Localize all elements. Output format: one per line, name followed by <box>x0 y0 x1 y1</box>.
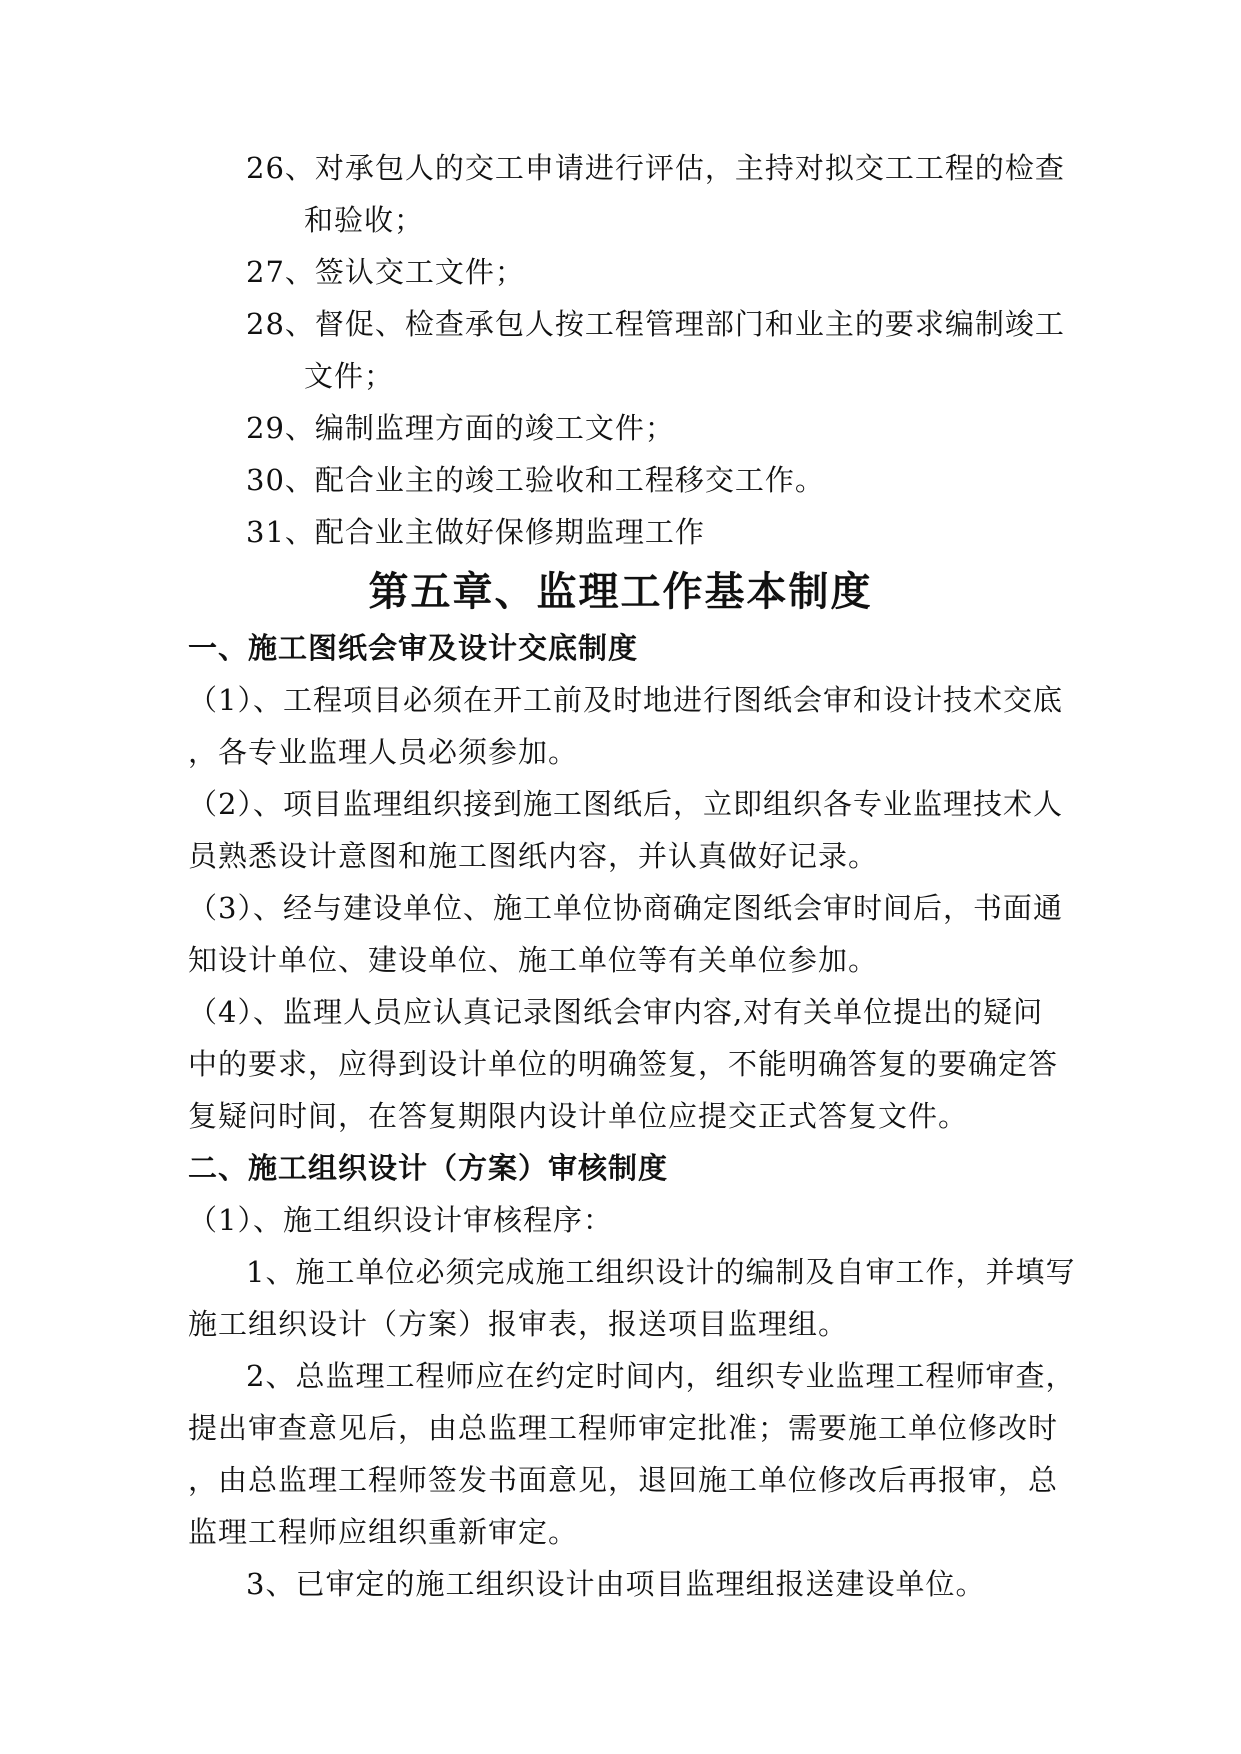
section-1-para-1-line-2: ，各专业监理人员必须参加。 <box>188 735 579 769</box>
section-2-para-2-line-2: 提出审查意见后，由总监理工程师审定批准；需要施工单位修改时 <box>188 1411 1059 1445</box>
section-2-para-2-line-1: 2、总监理工程师应在约定时间内，组织专业监理工程师审查， <box>246 1359 1076 1393</box>
list-item-27: 27、签认交工文件； <box>246 255 525 289</box>
list-item-28-line-2: 文件； <box>304 359 395 393</box>
list-item-30: 30、配合业主的竣工验收和工程移交工作。 <box>246 463 825 497</box>
section-1-para-2-line-2: 员熟悉设计意图和施工图纸内容，并认真做好记录。 <box>188 839 879 873</box>
section-2-subheading: （1）、施工组织设计审核程序： <box>188 1203 613 1237</box>
section-2-para-1-line-1: 1、施工单位必须完成施工组织设计的编制及自审工作，并填写 <box>246 1255 1076 1289</box>
section-1-para-4-line-2: 中的要求，应得到设计单位的明确签复，不能明确答复的要确定答 <box>188 1047 1059 1081</box>
section-2-para-2-line-4: 监理工程师应组织重新审定。 <box>188 1515 579 1549</box>
section-1-para-4-line-3: 复疑问时间，在答复期限内设计单位应提交正式答复文件。 <box>188 1099 969 1133</box>
chapter-title: 第五章、监理工作基本制度 <box>368 568 873 615</box>
section-1-para-1-line-1: （1）、工程项目必须在开工前及时地进行图纸会审和设计技术交底 <box>188 683 1063 717</box>
section-1-heading: 一、施工图纸会审及设计交底制度 <box>188 631 639 665</box>
section-1-para-4-line-1: （4）、监理人员应认真记录图纸会审内容,对有关单位提出的疑问 <box>188 995 1044 1029</box>
section-2-para-1-line-2: 施工组织设计（方案）报审表，报送项目监理组。 <box>188 1307 849 1341</box>
section-1-para-3-line-2: 知设计单位、建设单位、施工单位等有关单位参加。 <box>188 943 879 977</box>
list-item-26-line-1: 26、对承包人的交工申请进行评估，主持对拟交工工程的检查 <box>246 151 1065 185</box>
list-item-28-line-1: 28、督促、检查承包人按工程管理部门和业主的要求编制竣工 <box>246 307 1065 341</box>
list-item-31: 31、配合业主做好保修期监理工作 <box>246 515 705 549</box>
section-2-para-2-line-3: ，由总监理工程师签发书面意见，退回施工单位修改后再报审，总 <box>188 1463 1059 1497</box>
list-item-26-line-2: 和验收； <box>304 203 425 237</box>
section-1-para-3-line-1: （3）、经与建设单位、施工单位协商确定图纸会审时间后，书面通 <box>188 891 1063 925</box>
section-1-para-2-line-1: （2）、项目监理组织接到施工图纸后，立即组织各专业监理技术人 <box>188 787 1063 821</box>
list-item-29: 29、编制监理方面的竣工文件； <box>246 411 675 445</box>
section-2-heading: 二、施工组织设计（方案）审核制度 <box>188 1151 669 1185</box>
section-2-para-3-line-1: 3、已审定的施工组织设计由项目监理组报送建设单位。 <box>246 1567 986 1601</box>
